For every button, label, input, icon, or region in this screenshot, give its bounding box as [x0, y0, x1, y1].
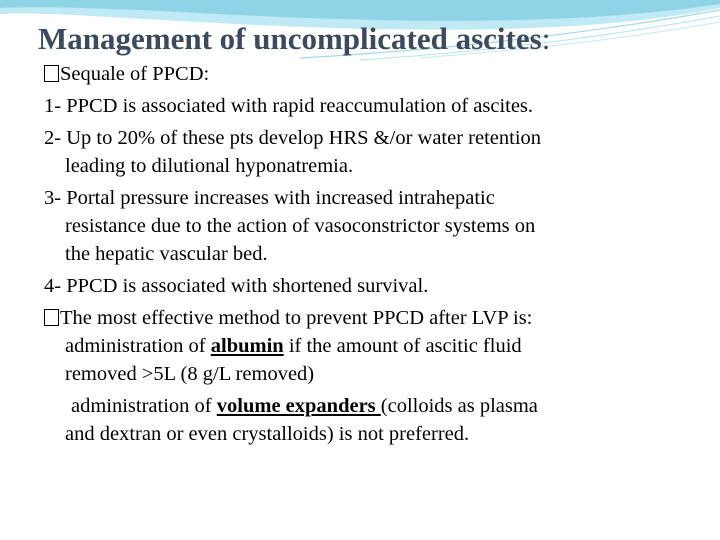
- list-item-3-line-2: [44, 212, 714, 240]
- checkbox-bullet-icon: [44, 309, 59, 326]
- list-item-1: [44, 92, 714, 120]
- list-item-4: [44, 272, 714, 300]
- heading-prevention: [44, 304, 714, 332]
- list-item-3-line-1: [44, 184, 714, 212]
- list-item-3-text-2: resistance due to the action of vasoconstrictor systems on: [65, 215, 536, 237]
- volume-line-2: [44, 420, 714, 448]
- volume-post-text: (colloids as plasma: [380, 395, 538, 417]
- slide-title-text: Management of uncomplicated ascites: [38, 21, 542, 56]
- list-item-1-text: 1- PPCD is associated with rapid reaccumulation of ascites.: [44, 95, 534, 117]
- albumin-pre-text: administration of: [65, 335, 211, 357]
- list-item-3-line-3: [44, 240, 714, 268]
- albumin-post-text: if the amount of ascitic fluid: [283, 335, 522, 357]
- checkbox-bullet-icon: [44, 65, 59, 82]
- albumin-line-2: [44, 360, 714, 388]
- list-item-2-line-1: [44, 124, 714, 152]
- heading-prevention-text: The most effective method to prevent PPCD after LVP is:: [60, 307, 533, 329]
- volume-expanders-emphasis: volume expanders: [216, 395, 381, 417]
- list-item-4-text: 4- PPCD is associated with shortened survival.: [44, 275, 429, 297]
- slide-title-colon: :: [541, 21, 551, 56]
- albumin-emphasis: albumin: [210, 335, 284, 357]
- volume-pre-text: administration of: [71, 395, 217, 417]
- albumin-line-1: [44, 332, 714, 360]
- heading-sequale: [44, 60, 714, 88]
- list-item-2-text-2: leading to dilutional hyponatremia.: [65, 155, 354, 177]
- list-item-3-text-3: the hepatic vascular bed.: [65, 243, 268, 265]
- slide-title: [38, 20, 718, 58]
- slide-body: [44, 60, 714, 448]
- list-item-3-text-1: 3- Portal pressure increases with increased intrahepatic: [44, 187, 495, 209]
- volume-line-2-text: and dextran or even crystalloids) is not preferred.: [65, 423, 470, 445]
- volume-line-1: [44, 392, 714, 420]
- list-item-2-text-1: 2- Up to 20% of these pts develop HRS &/or water retention: [44, 127, 542, 149]
- list-item-2-line-2: [44, 152, 714, 180]
- heading-sequale-text: Sequale of PPCD:: [60, 63, 210, 85]
- albumin-line-2-text: removed >5L (8 g/L removed): [65, 363, 315, 385]
